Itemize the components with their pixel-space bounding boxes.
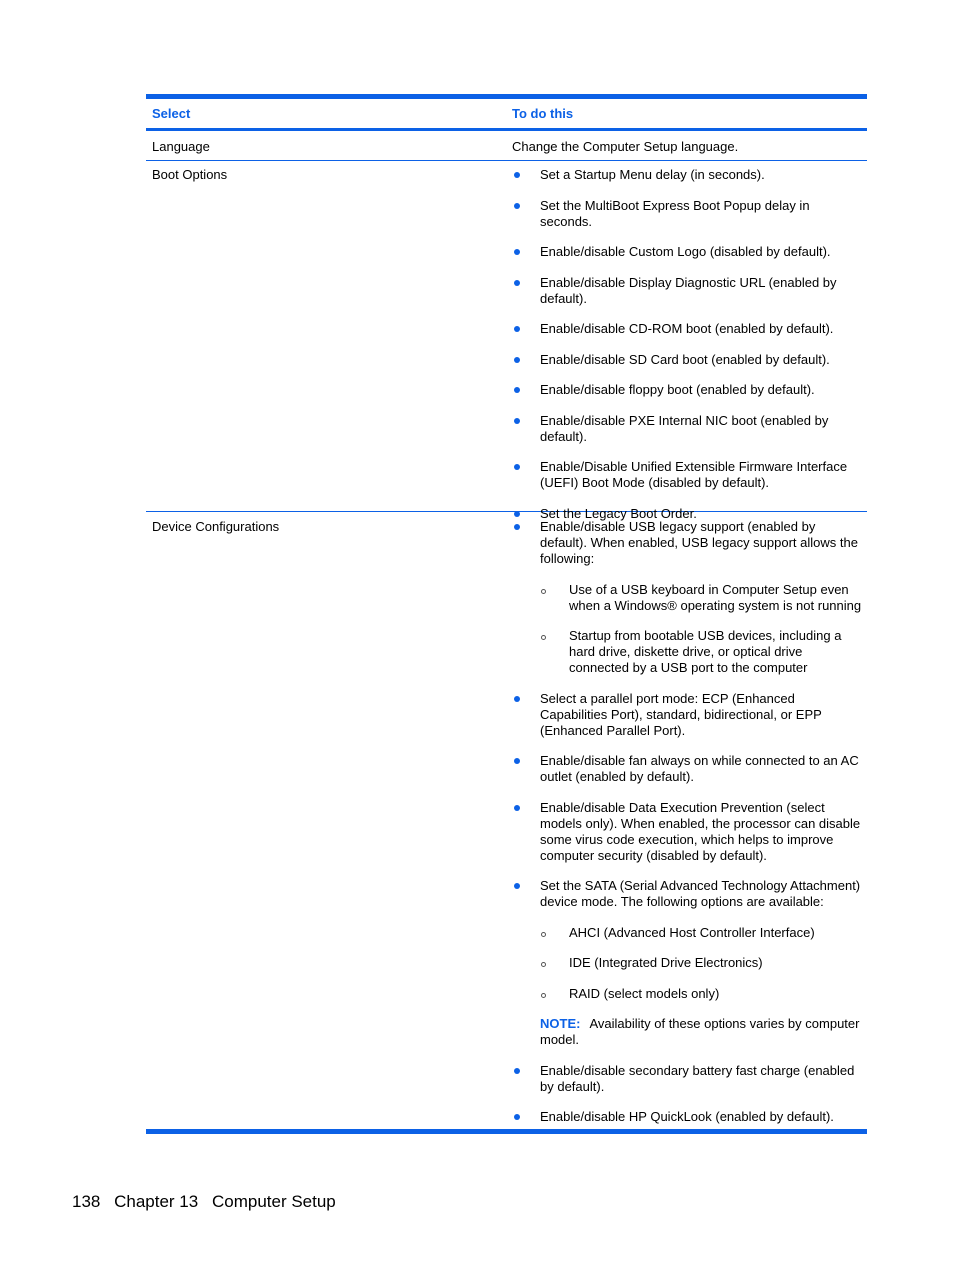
list-item: Enable/disable HP QuickLook (enabled by default). — [512, 1109, 862, 1125]
chapter-title: Computer Setup — [211, 1192, 336, 1211]
bullet-icon — [514, 524, 520, 530]
chapter-label: Chapter 13 — [114, 1192, 199, 1211]
row-label-language: Language — [152, 139, 210, 154]
list-item: Enable/disable SD Card boot (enabled by default). — [512, 352, 862, 368]
list-item: Enable/disable USB legacy support (enabled by default). When enabled, USB legacy support allows the following: Use of a USB keyboard in Computer Setup even when a Windows® operating system is not running Startup from bootable USB devices, including a hard drive, diskette drive, or optical drive connected by a USB port to the computer — [512, 519, 862, 676]
sub-bullet-icon — [541, 962, 546, 967]
device-configurations-list — [512, 519, 862, 1125]
bullet-icon — [514, 1114, 520, 1120]
list-item: Set a Startup Menu delay (in seconds). — [512, 167, 862, 183]
bullet-icon — [514, 883, 520, 889]
bullet-icon — [514, 758, 520, 764]
sub-list-item: AHCI (Advanced Host Controller Interface) — [540, 925, 862, 941]
bullet-icon — [514, 326, 520, 332]
note-label: NOTE: — [540, 1016, 581, 1031]
list-item: Enable/disable secondary battery fast charge (enabled by default). — [512, 1063, 862, 1095]
list-item: Enable/disable PXE Internal NIC boot (enabled by default). — [512, 413, 862, 445]
bullet-icon — [514, 418, 520, 424]
bullet-icon — [514, 172, 520, 178]
sub-bullet-icon — [541, 635, 546, 640]
bullet-icon — [514, 203, 520, 209]
sub-list-item: RAID (select models only) — [540, 986, 862, 1002]
bullet-icon — [514, 464, 520, 470]
page-number: 138 — [72, 1192, 101, 1211]
list-item: Set the SATA (Serial Advanced Technology Attachment) device mode. The following options are available: AHCI (Advanced Host Controller Interface) IDE (Integrated Drive Electronics) RAID (select models only) NOTE: Availability of these options varies by computer model. — [512, 878, 862, 1048]
bullet-icon — [514, 387, 520, 393]
page-footer — [72, 1192, 345, 1212]
bullet-icon — [514, 280, 520, 286]
boot-options-list — [512, 167, 862, 522]
table-row-boot-options — [146, 161, 867, 521]
list-item: Enable/disable fan always on while connected to an AC outlet (enabled by default). — [512, 753, 862, 785]
list-item: Select a parallel port mode: ECP (Enhanced Capabilities Port), standard, bidirectional, or EPP (Enhanced Parallel Port). — [512, 691, 862, 739]
sub-list-item: IDE (Integrated Drive Electronics) — [540, 955, 862, 971]
list-item: Enable/disable Display Diagnostic URL (enabled by default). — [512, 275, 862, 307]
header-todo: To do this — [512, 106, 574, 121]
row-action-language: Change the Computer Setup language. — [512, 139, 739, 154]
bullet-icon — [514, 357, 520, 363]
bullet-icon — [514, 1068, 520, 1074]
note — [540, 1016, 862, 1048]
settings-table — [146, 94, 867, 1134]
bullet-icon — [514, 696, 520, 702]
list-item: Enable/disable Data Execution Prevention (select models only). When enabled, the processor can disable some virus code execution, which helps to improve computer security (disabled by default). — [512, 800, 862, 864]
note-text: Availability of these options varies by computer model. — [540, 1016, 860, 1047]
row-label-boot-options: Boot Options — [152, 167, 228, 182]
list-item: Set the MultiBoot Express Boot Popup delay in seconds. — [512, 198, 862, 230]
bullet-icon — [514, 249, 520, 255]
sub-list-item: Startup from bootable USB devices, including a hard drive, diskette drive, or optical drive connected by a USB port to the computer — [540, 628, 862, 676]
list-item: Enable/disable Custom Logo (disabled by default). — [512, 244, 862, 260]
sub-bullet-icon — [541, 932, 546, 937]
row-label-device-configurations: Device Configurations — [152, 519, 280, 534]
table-row-language — [146, 131, 867, 161]
table-header — [146, 99, 867, 131]
list-item: Enable/disable CD-ROM boot (enabled by default). — [512, 321, 862, 337]
sub-bullet-icon — [541, 589, 546, 594]
list-item: Enable/disable floppy boot (enabled by default). — [512, 382, 862, 398]
list-item: Enable/Disable Unified Extensible Firmware Interface (UEFI) Boot Mode (disabled by default). — [512, 459, 862, 491]
bullet-icon — [514, 805, 520, 811]
sub-list-item: Use of a USB keyboard in Computer Setup even when a Windows® operating system is not running — [540, 582, 862, 614]
sub-bullet-icon — [541, 993, 546, 998]
header-select: Select — [152, 106, 191, 121]
table-row-device-configurations — [146, 512, 867, 1129]
list-item: Set the Legacy Boot Order. — [512, 506, 862, 522]
